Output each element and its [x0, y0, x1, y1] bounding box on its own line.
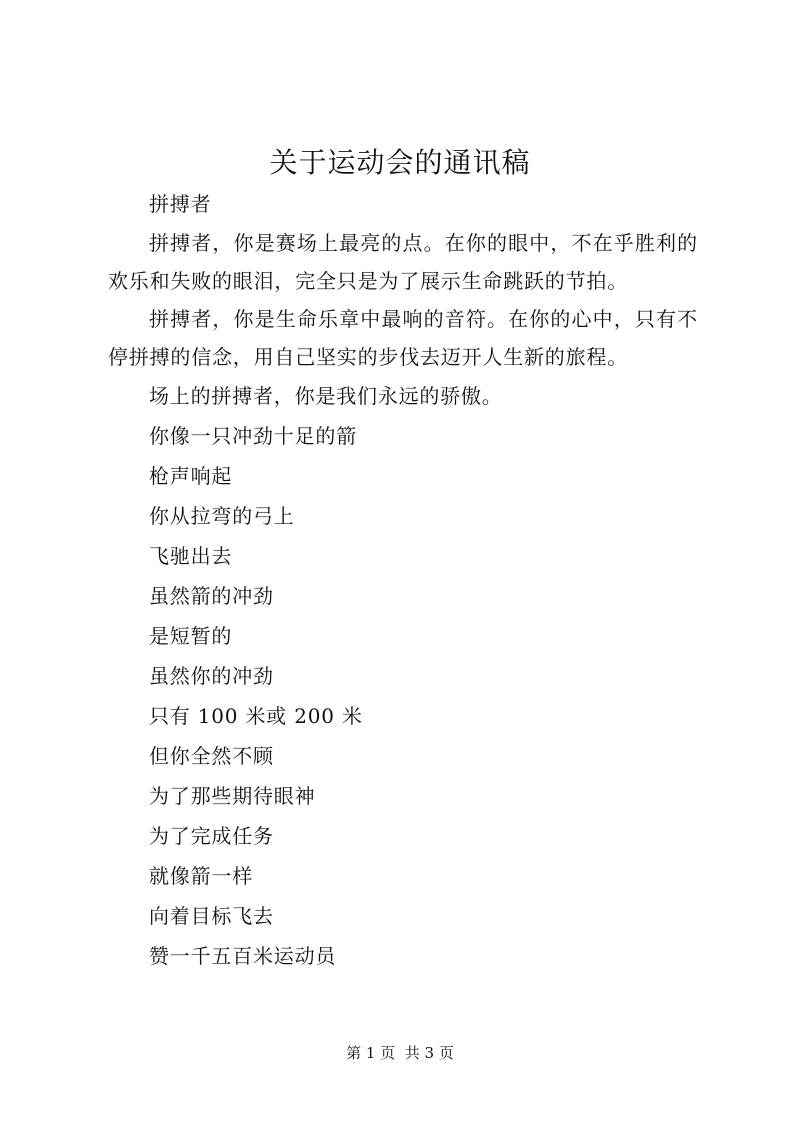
paragraph: 枪声响起 — [149, 464, 233, 488]
paragraph: 为了那些期待眼神 — [149, 784, 316, 808]
page-footer — [0, 1042, 800, 1064]
paragraph: 飞驰出去 — [149, 544, 233, 568]
page-number-label: 第 1 页 共 3 页 — [346, 1044, 454, 1062]
paragraph: 你从拉弯的弓上 — [149, 504, 295, 528]
paragraph: 为了完成任务 — [149, 824, 274, 848]
paragraph: 是短暂的 — [149, 624, 233, 648]
paragraph: 向着目标飞去 — [149, 904, 274, 928]
paragraph: 就像箭一样 — [149, 864, 253, 888]
document-title: 关于运动会的通讯稿 — [269, 146, 531, 179]
paragraph: 赞一千五百米运动员 — [149, 944, 337, 968]
paragraph: 拼搏者 — [149, 192, 212, 216]
paragraph: 场上的拼搏者，你是我们永远的骄傲。 — [149, 384, 503, 408]
paragraph: 但你全然不顾 — [149, 744, 274, 768]
paragraph: 只有 100 米或 200 米 — [149, 704, 363, 728]
paragraph: 你像一只冲劲十足的箭 — [149, 424, 357, 448]
paragraph: 拼搏者，你是生命乐章中最响的音符。在你的心中，只有不停拼搏的信念，用自己坚实的步伐去迈开人生新的旅程。 — [108, 307, 698, 369]
document-body — [108, 184, 698, 976]
paragraph: 拼搏者，你是赛场上最亮的点。在你的眼中，不在乎胜利的欢乐和失败的眼泪，完全只是为了展示生命跳跃的节拍。 — [108, 231, 698, 293]
paragraph: 虽然你的冲劲 — [149, 664, 274, 688]
paragraph: 虽然箭的冲劲 — [149, 584, 274, 608]
